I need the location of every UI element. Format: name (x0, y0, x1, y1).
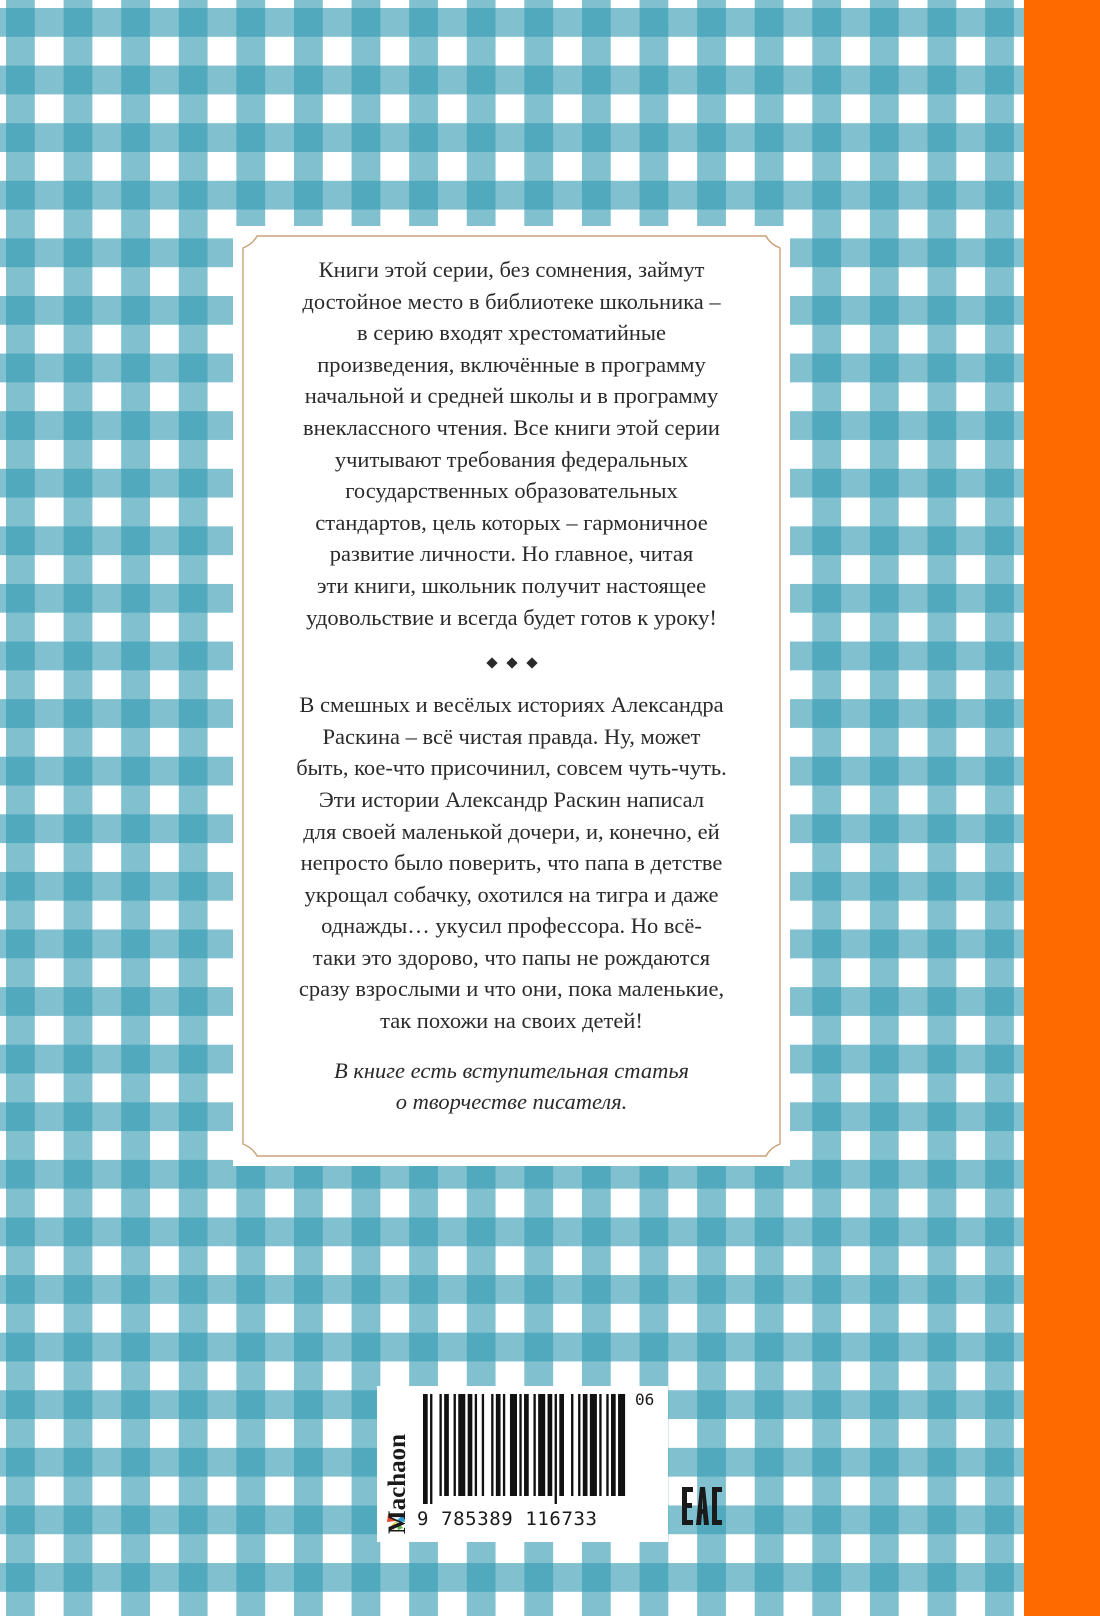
text-line: непросто было поверить, что папа в детстве (300, 850, 723, 876)
addon-digits: 06 (635, 1390, 655, 1409)
barcode-bar (590, 1394, 597, 1496)
text-line: государственных образовательных (345, 478, 678, 504)
barcode-bar (510, 1394, 517, 1496)
barcode-bar (475, 1394, 477, 1496)
barcode-bar (491, 1394, 493, 1496)
barcode-bar (538, 1394, 545, 1496)
barcode-bar (458, 1394, 465, 1496)
barcode-bar (423, 1394, 428, 1504)
barcode-bar (578, 1394, 580, 1496)
barcode-image (421, 1394, 627, 1506)
barcode-bar (482, 1394, 484, 1496)
barcode-bar (599, 1394, 601, 1496)
text-line: произведения, включённые в программу (317, 351, 706, 377)
text-line: Книги этой серии, без сомнения, займут (318, 257, 705, 282)
text-line: Раскина – всё чистая правда. Ну, может (322, 723, 701, 749)
diamond-icon (506, 657, 517, 668)
barcode-bar (606, 1394, 608, 1496)
publisher-logo (379, 1392, 419, 1538)
barcode-bar (555, 1394, 557, 1504)
barcode-bar (468, 1394, 473, 1496)
barcode-bar (548, 1394, 553, 1496)
text-line: эти книги, школьник получит настоящее (316, 572, 707, 598)
diamond-separator (263, 655, 760, 671)
text-line: внеклассного чтения. Все книги этой серии (303, 414, 720, 440)
barcode-bar (439, 1394, 441, 1496)
barcode-bar (559, 1394, 564, 1496)
barcode-bar (503, 1394, 505, 1496)
panel-text (263, 254, 760, 1118)
book-description (263, 689, 760, 1037)
text-line: удовольствие и всегда будет готов к уроку! (306, 604, 717, 630)
text-line: учитывают требования федеральных (334, 446, 689, 472)
intro-article-note (263, 1055, 760, 1118)
text-line: В смешных и весёлых историях Александра (299, 692, 724, 718)
barcode-bar (519, 1394, 521, 1496)
text-line: укрощал собачку, охотился на тигра и даже (304, 881, 719, 907)
series-description (263, 254, 760, 633)
text-line: таки это здорово, что папы не рождаются (312, 944, 711, 970)
orange-spine-strip (1024, 0, 1100, 1616)
text-line: Эти истории Александр Раскин написал (318, 786, 705, 812)
text-line: для своей маленькой дочери, и, конечно, ей (303, 818, 720, 844)
barcode-bar (444, 1394, 449, 1496)
barcode-bar (430, 1394, 432, 1504)
barcode-bar (583, 1394, 588, 1496)
text-line: о творчестве писателя. (395, 1089, 628, 1115)
barcode-bar (571, 1394, 573, 1496)
diamond-icon (486, 657, 497, 668)
text-line: быть, кое-что присочинил, совсем чуть-чуть. (296, 755, 727, 781)
barcode-bar (524, 1394, 529, 1496)
barcode-bar (618, 1394, 625, 1496)
isbn-digits: 9 785389 116733 (417, 1508, 598, 1530)
eac-certification-mark (680, 1485, 724, 1527)
barcode-bar (496, 1394, 501, 1496)
description-panel (233, 226, 790, 1166)
text-line: в серию входят хрестоматийные (356, 320, 667, 346)
text-line: сразу взрослыми и что они, пока маленькие, (298, 976, 725, 1002)
text-line: развитие личности. Но главное, читая (329, 541, 694, 567)
text-line: однажды… укусил профессора. Но всё- (321, 913, 702, 939)
barcode-block (377, 1386, 668, 1542)
publisher-name: Machaon (384, 1434, 411, 1534)
text-line: стандартов, цель которых – гармоничное (315, 509, 708, 535)
text-line: так похожи на своих детей! (380, 1008, 643, 1034)
text-line: начальной и средней школы и в программу (304, 383, 719, 409)
text-line: достойное место в библиотеке школьника – (302, 288, 721, 314)
barcode-bar (454, 1394, 456, 1496)
barcode-bar (611, 1394, 616, 1496)
diamond-icon (526, 657, 537, 668)
barcode-bar (533, 1394, 535, 1496)
text-line: В книге есть вступительная статья (333, 1057, 690, 1083)
